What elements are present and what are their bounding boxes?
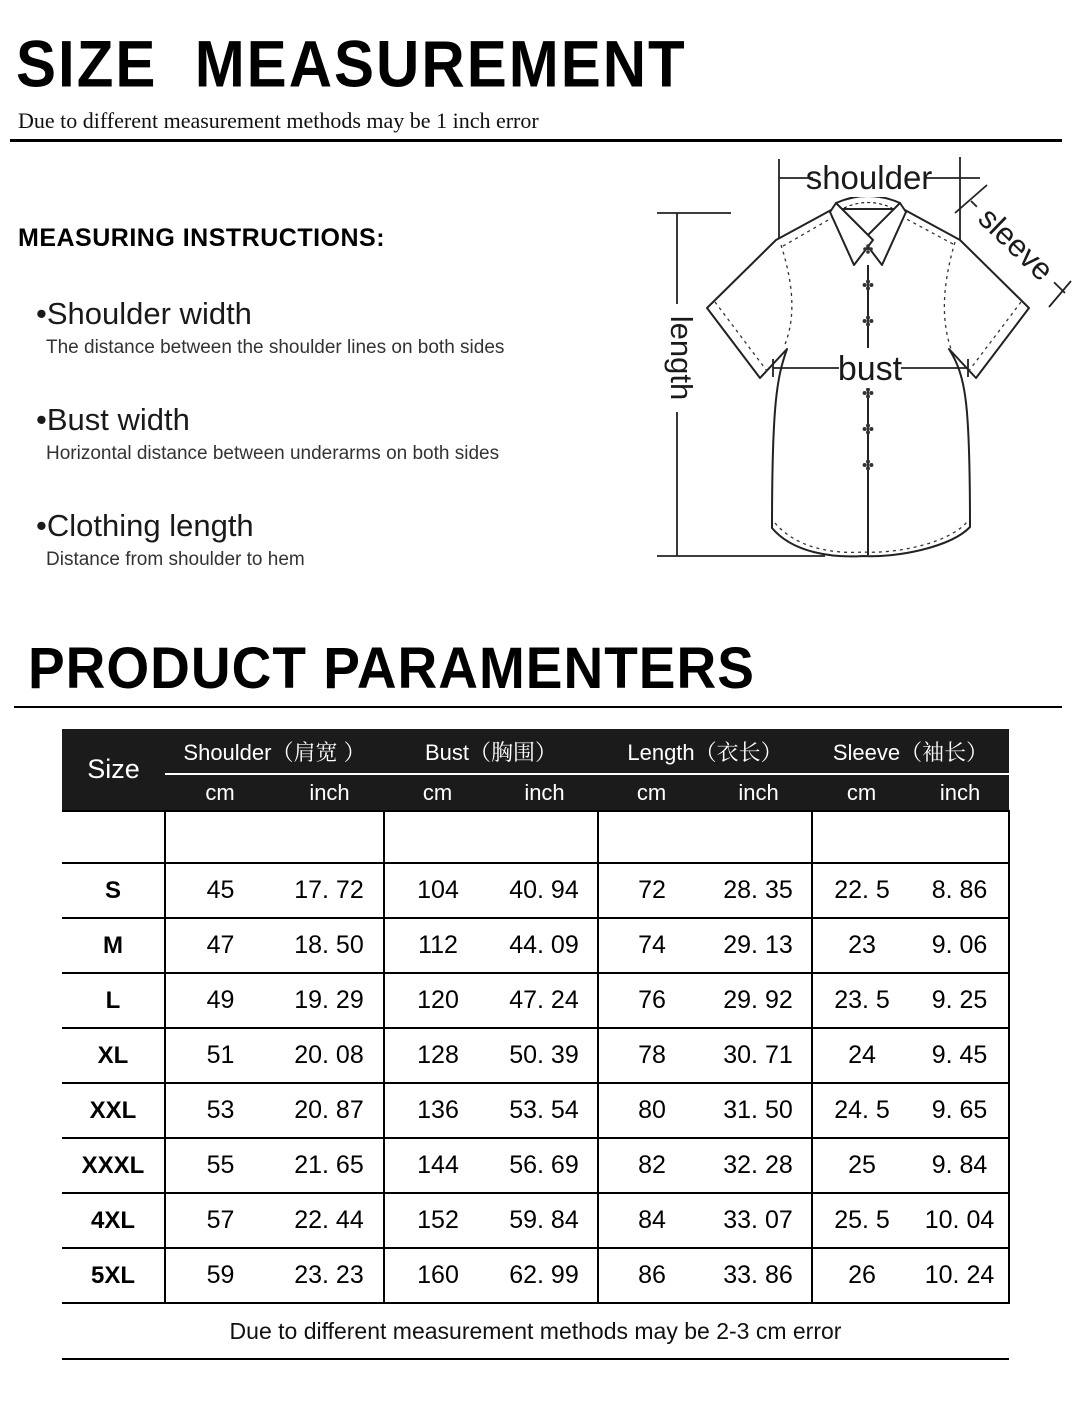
page-subtitle: Due to different measurement methods may be 1 inch error	[18, 108, 539, 133]
size-table-footer	[62, 1303, 1009, 1359]
value-cell: 22. 5	[812, 863, 911, 918]
value-cell: 59	[165, 1248, 275, 1303]
value-cell: 160	[384, 1248, 491, 1303]
unit-header: inch	[491, 774, 598, 811]
measuring-instructions-heading: MEASURING INSTRUCTIONS:	[18, 224, 386, 252]
shoulder-group-header: Shoulder（肩宽 ）	[165, 729, 384, 774]
value-cell: 62. 99	[491, 1248, 598, 1303]
parameters-divider	[14, 706, 1062, 708]
value-cell: 49	[165, 973, 275, 1028]
spacer-cell	[165, 811, 275, 863]
spacer-cell	[384, 811, 491, 863]
value-cell: 23. 5	[812, 973, 911, 1028]
size-cell: M	[62, 918, 165, 973]
length-group-header: Length（衣长）	[598, 729, 812, 774]
value-cell: 56. 69	[491, 1138, 598, 1193]
spacer-cell	[491, 811, 598, 863]
spacer-cell	[705, 811, 812, 863]
value-cell: 32. 28	[705, 1138, 812, 1193]
page-title: SIZE MEASUREMENT	[16, 27, 687, 101]
value-cell: 128	[384, 1028, 491, 1083]
value-cell: 112	[384, 918, 491, 973]
size-table-header	[62, 729, 1009, 811]
spacer-cell	[598, 811, 705, 863]
size-cell: 4XL	[62, 1193, 165, 1248]
value-cell: 18. 50	[275, 918, 384, 973]
value-cell: 51	[165, 1028, 275, 1083]
size-cell: XXXL	[62, 1138, 165, 1193]
value-cell: 72	[598, 863, 705, 918]
size-table	[62, 729, 1010, 1360]
size-row-L	[62, 973, 1009, 1028]
bust-group-header: Bust（胸围）	[384, 729, 598, 774]
value-cell: 120	[384, 973, 491, 1028]
value-cell: 23	[812, 918, 911, 973]
instruction-bust-desc: Horizontal distance between underarms on both sides	[46, 443, 500, 464]
value-cell: 84	[598, 1193, 705, 1248]
value-cell: 17. 72	[275, 863, 384, 918]
value-cell: 29. 92	[705, 973, 812, 1028]
unit-header: inch	[275, 774, 384, 811]
value-cell: 26	[812, 1248, 911, 1303]
value-cell: 25. 5	[812, 1193, 911, 1248]
value-cell: 59. 84	[491, 1193, 598, 1248]
size-cell: L	[62, 973, 165, 1028]
spacer-cell	[812, 811, 911, 863]
value-cell: 40. 94	[491, 863, 598, 918]
svg-text:shoulder: shoulder	[805, 159, 933, 196]
spacer-cell	[62, 811, 165, 863]
value-cell: 53	[165, 1083, 275, 1138]
instruction-length-title: •Clothing length	[36, 508, 254, 543]
value-cell: 30. 71	[705, 1028, 812, 1083]
value-cell: 78	[598, 1028, 705, 1083]
unit-header: inch	[911, 774, 1009, 811]
size-row-XXL	[62, 1083, 1009, 1138]
value-cell: 76	[598, 973, 705, 1028]
value-cell: 47	[165, 918, 275, 973]
instruction-bust-title: •Bust width	[36, 402, 190, 437]
value-cell: 33. 07	[705, 1193, 812, 1248]
product-parameters-heading: PRODUCT PARAMENTERS	[28, 635, 755, 701]
value-cell: 80	[598, 1083, 705, 1138]
size-row-XL	[62, 1028, 1009, 1083]
spacer-cell	[275, 811, 384, 863]
measurement-note: Due to different measurement methods may be 2-3 cm error	[62, 1303, 1009, 1359]
value-cell: 50. 39	[491, 1028, 598, 1083]
unit-header: cm	[165, 774, 275, 811]
size-table-body	[62, 811, 1009, 1303]
value-cell: 24. 5	[812, 1083, 911, 1138]
unit-header: cm	[384, 774, 491, 811]
shoulder-label	[806, 159, 933, 197]
size-row-5XL	[62, 1248, 1009, 1303]
spacer-cell	[911, 811, 1009, 863]
value-cell: 33. 86	[705, 1248, 812, 1303]
value-cell: 20. 87	[275, 1083, 384, 1138]
value-cell: 9. 45	[911, 1028, 1009, 1083]
top-divider	[10, 139, 1062, 142]
svg-text:sleeve: sleeve	[971, 200, 1061, 288]
value-cell: 19. 29	[275, 973, 384, 1028]
bust-label	[838, 348, 903, 388]
size-cell: 5XL	[62, 1248, 165, 1303]
value-cell: 21. 65	[275, 1138, 384, 1193]
length-label	[663, 304, 705, 412]
value-cell: 20. 08	[275, 1028, 384, 1083]
value-cell: 152	[384, 1193, 491, 1248]
value-cell: 136	[384, 1083, 491, 1138]
value-cell: 55	[165, 1138, 275, 1193]
size-cell: XL	[62, 1028, 165, 1083]
value-cell: 9. 06	[911, 918, 1009, 973]
value-cell: 104	[384, 863, 491, 918]
value-cell: 23. 23	[275, 1248, 384, 1303]
size-corner-header: Size	[62, 729, 165, 811]
value-cell: 144	[384, 1138, 491, 1193]
svg-text:bust: bust	[837, 350, 903, 388]
shirt-measurement-diagram	[635, 145, 1072, 615]
instruction-length-desc: Distance from shoulder to hem	[46, 549, 305, 570]
size-row-M	[62, 918, 1009, 973]
value-cell: 8. 86	[911, 863, 1009, 918]
unit-header: cm	[812, 774, 911, 811]
value-cell: 53. 54	[491, 1083, 598, 1138]
instruction-shoulder-desc: The distance between the shoulder lines on both sides	[46, 337, 505, 358]
value-cell: 22. 44	[275, 1193, 384, 1248]
value-cell: 10. 24	[911, 1248, 1009, 1303]
value-cell: 10. 04	[911, 1193, 1009, 1248]
table-spacer-row	[62, 811, 1009, 863]
value-cell: 82	[598, 1138, 705, 1193]
size-row-S	[62, 863, 1009, 918]
value-cell: 28. 35	[705, 863, 812, 918]
value-cell: 31. 50	[705, 1083, 812, 1138]
value-cell: 25	[812, 1138, 911, 1193]
value-cell: 86	[598, 1248, 705, 1303]
svg-text:length: length	[664, 315, 699, 401]
value-cell: 9. 65	[911, 1083, 1009, 1138]
size-row-4XL	[62, 1193, 1009, 1248]
unit-header: inch	[705, 774, 812, 811]
size-cell: XXL	[62, 1083, 165, 1138]
value-cell: 45	[165, 863, 275, 918]
value-cell: 47. 24	[491, 973, 598, 1028]
value-cell: 29. 13	[705, 918, 812, 973]
value-cell: 44. 09	[491, 918, 598, 973]
size-row-XXXL	[62, 1138, 1009, 1193]
sleeve-group-header: Sleeve（袖长）	[812, 729, 1009, 774]
instruction-shoulder-title: •Shoulder width	[36, 296, 252, 331]
value-cell: 57	[165, 1193, 275, 1248]
value-cell: 9. 25	[911, 973, 1009, 1028]
value-cell: 9. 84	[911, 1138, 1009, 1193]
unit-header: cm	[598, 774, 705, 811]
value-cell: 24	[812, 1028, 911, 1083]
value-cell: 74	[598, 918, 705, 973]
size-cell: S	[62, 863, 165, 918]
